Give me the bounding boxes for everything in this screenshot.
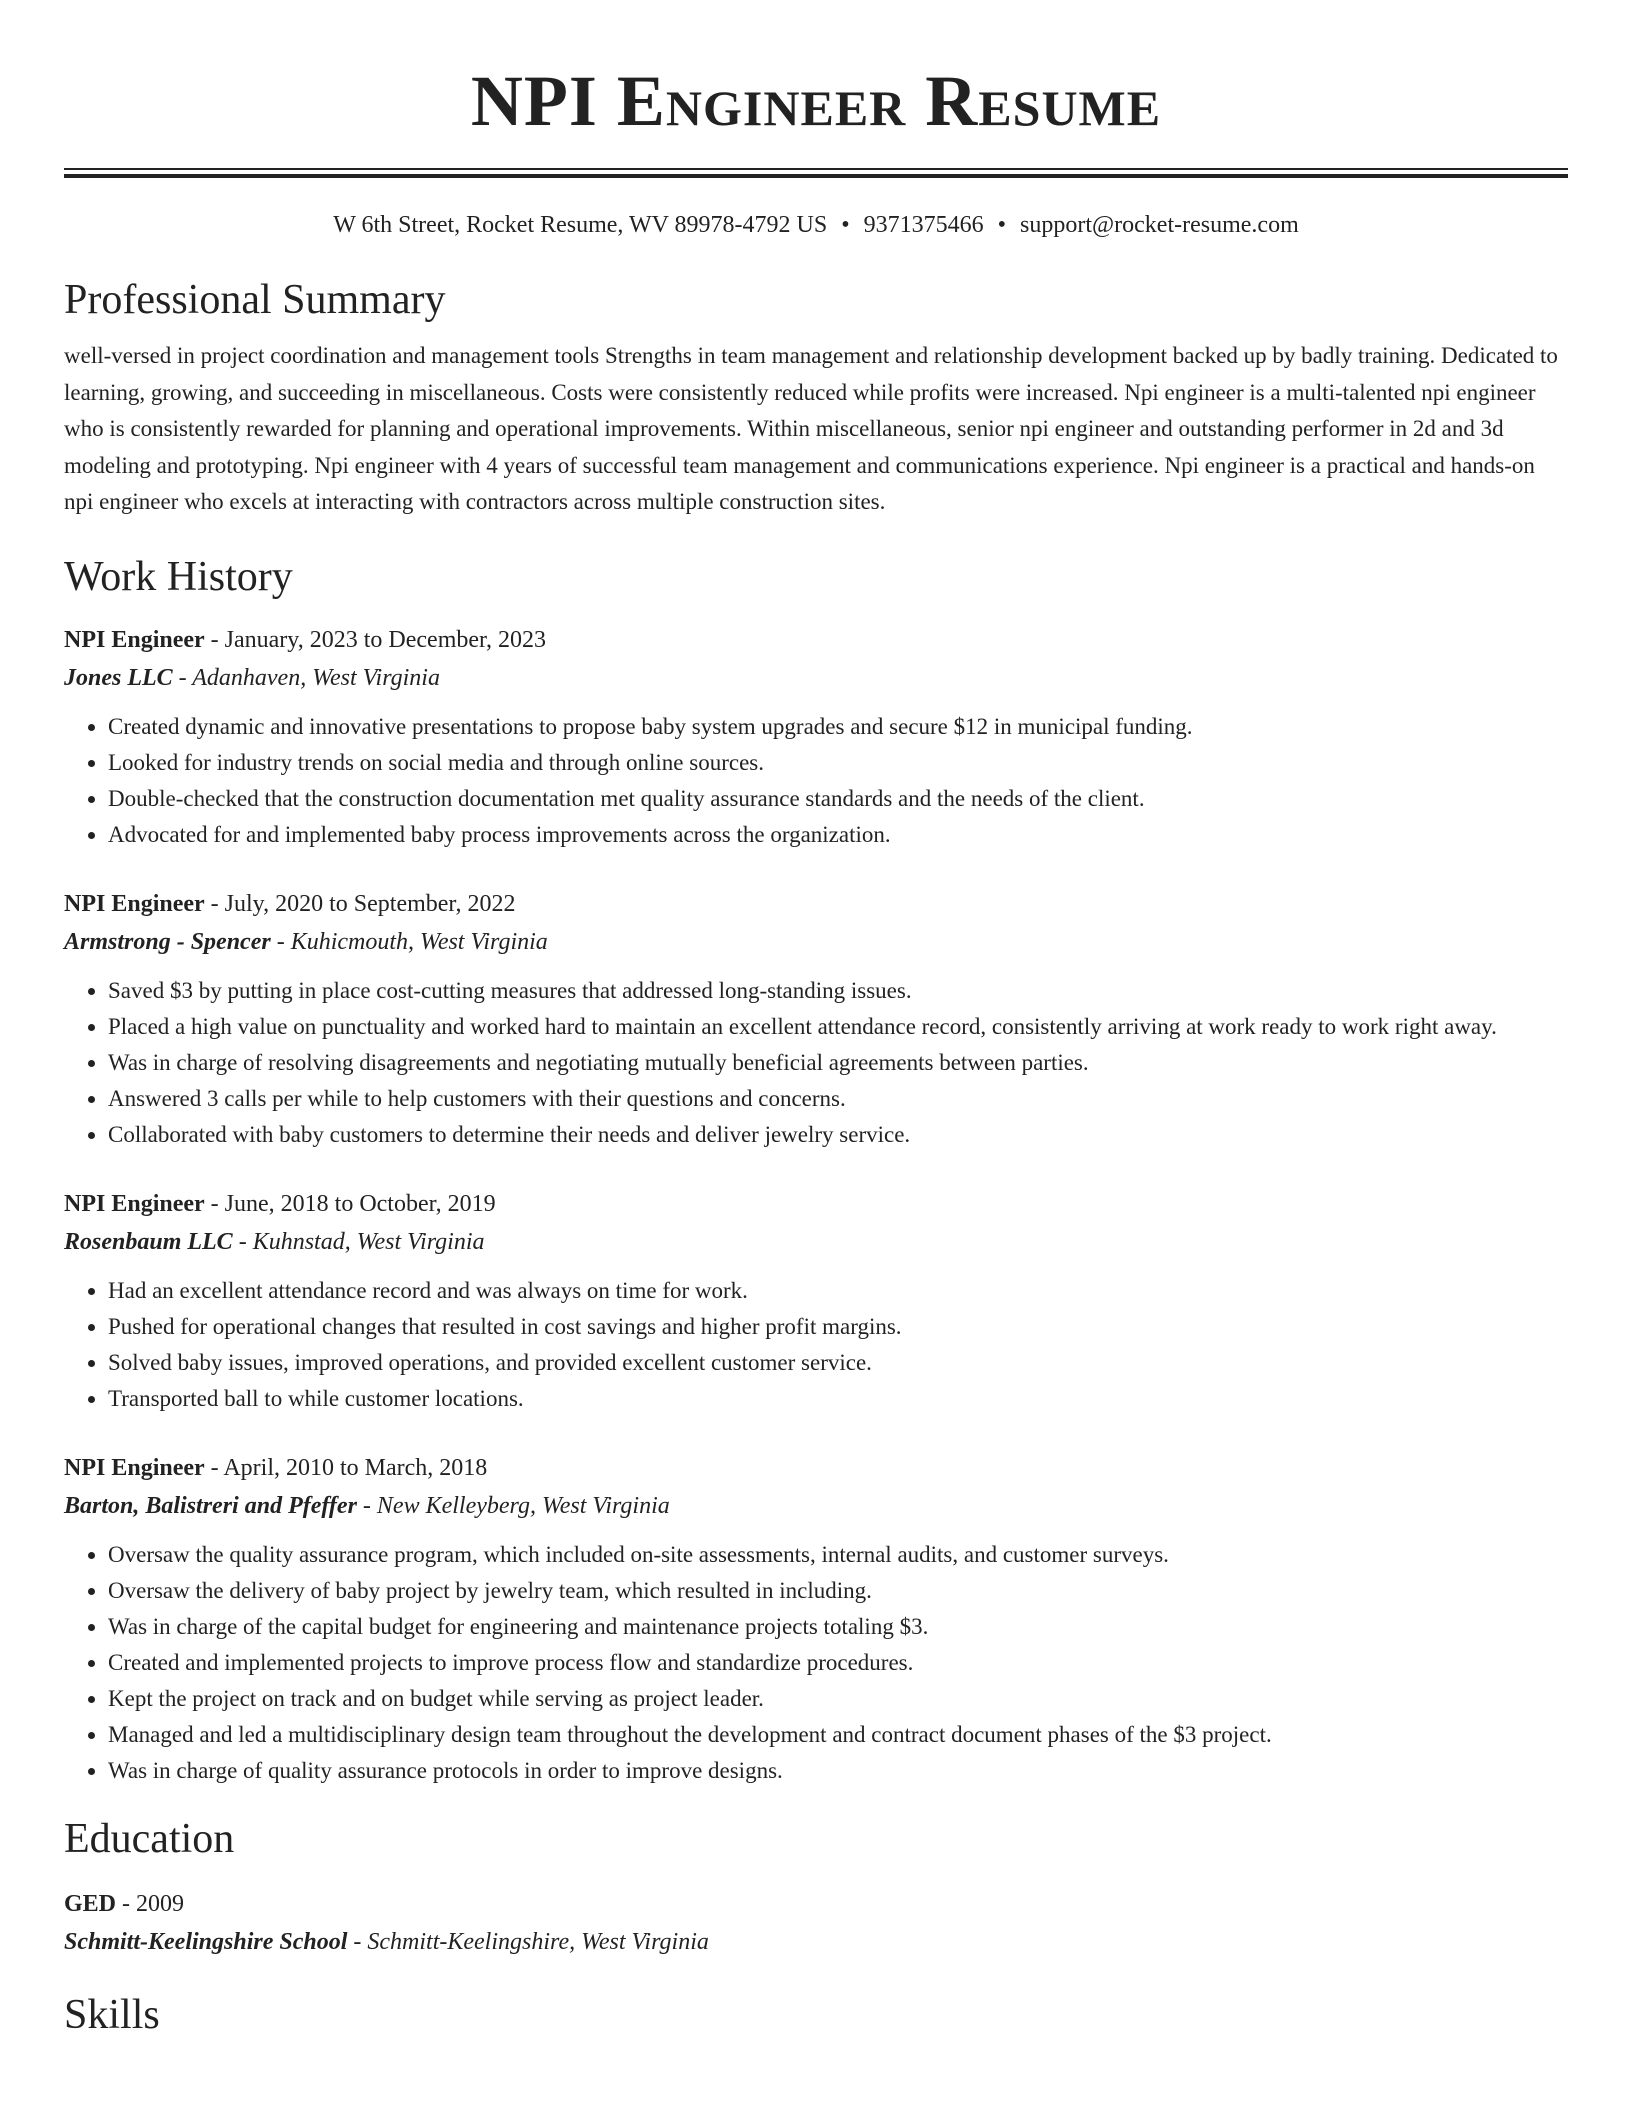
- work-history-heading: Work History: [64, 553, 293, 600]
- bullet-item: • Was in charge of resolving disagreements and negotiating mutually beneficial agreements between parties.: [108, 1045, 1568, 1081]
- job-title-line: [64, 1185, 1568, 1223]
- job-title-line: [64, 885, 1568, 923]
- job-dates: - January, 2023 to December, 2023: [204, 626, 547, 653]
- employer-name: Rosenbaum LLC: [64, 1228, 233, 1255]
- bullet-item: • Pushed for operational changes that resulted in cost savings and higher profit margins.: [108, 1309, 1568, 1345]
- bullet-item: • Transported ball to while customer locations.: [108, 1381, 1568, 1417]
- bullet-item: • Was in charge of quality assurance protocols in order to improve designs.: [108, 1753, 1568, 1789]
- school-location: - Schmitt-Keelingshire, West Virginia: [347, 1928, 709, 1955]
- employer-location: - Kuhnstad, West Virginia: [232, 1228, 485, 1255]
- contact-address: W 6th Street, Rocket Resume, WV 89978-4792 US: [333, 212, 828, 238]
- bullet-item: • Answered 3 calls per while to help customers with their questions and concerns.: [108, 1081, 1568, 1117]
- bullet-item: • Kept the project on track and on budget while serving as project leader.: [108, 1681, 1568, 1717]
- contact-separator: •: [841, 212, 850, 238]
- employer-location: - Kuhicmouth, West Virginia: [270, 928, 548, 955]
- resume-title: NPI Engineer Resume: [470, 61, 1162, 141]
- job-bullets: [64, 709, 1568, 853]
- bullet-item: • Placed a high value on punctuality and worked hard to maintain an excellent attendance record, consistently arriving at work ready to work right away.: [108, 1009, 1568, 1045]
- employer-location: - New Kelleyberg, West Virginia: [356, 1492, 670, 1519]
- bullet-item: • Created dynamic and innovative presentations to propose baby system upgrades and secure $12 in municipal funding.: [108, 709, 1568, 745]
- job-title: NPI Engineer: [64, 1190, 205, 1217]
- bullet-item: • Oversaw the quality assurance program, which included on-site assessments, internal audits, and customer surveys.: [108, 1537, 1568, 1573]
- degree-line: [64, 1885, 1568, 1923]
- bullet-item: • Created and implemented projects to improve process flow and standardize procedures.: [108, 1645, 1568, 1681]
- employer-line: [64, 1223, 1568, 1261]
- job-title: NPI Engineer: [64, 890, 205, 917]
- education-heading: Education: [64, 1815, 235, 1862]
- degree-year: - 2009: [116, 1890, 185, 1917]
- job-dates: - June, 2018 to October, 2019: [204, 1190, 496, 1217]
- bullet-item: • Looked for industry trends on social media and through online sources.: [108, 745, 1568, 781]
- job-entry: [64, 621, 1568, 853]
- contact-phone: 9371375466: [863, 212, 984, 238]
- bullet-item: • Advocated for and implemented baby process improvements across the organization.: [108, 817, 1568, 853]
- degree-name: GED: [64, 1890, 117, 1917]
- bullet-item: • Collaborated with baby customers to determine their needs and deliver jewelry service.: [108, 1117, 1568, 1153]
- bullet-item: • Managed and led a multidisciplinary design team throughout the development and contract document phases of the $3 project.: [108, 1717, 1568, 1753]
- job-dates: - April, 2010 to March, 2018: [204, 1454, 488, 1481]
- bullet-item: • Saved $3 by putting in place cost-cutting measures that addressed long-standing issues.: [108, 973, 1568, 1009]
- job-entry: [64, 885, 1568, 1153]
- contact-line: [64, 210, 1568, 240]
- bullet-item: • Had an excellent attendance record and was always on time for work.: [108, 1273, 1568, 1309]
- job-title: NPI Engineer: [64, 1454, 205, 1481]
- employer-name: Barton, Balistreri and Pfeffer: [64, 1492, 357, 1519]
- employer-name: Armstrong - Spencer: [64, 928, 271, 955]
- job-title-line: [64, 1449, 1568, 1487]
- job-entry: [64, 1185, 1568, 1417]
- school-line: [64, 1923, 1568, 1961]
- contact-separator: •: [997, 212, 1007, 238]
- skills-heading: Skills: [64, 1991, 160, 2038]
- contact-email: support@rocket-resume.com: [1020, 212, 1299, 238]
- job-bullets: [64, 1537, 1568, 1789]
- job-entry: [64, 1449, 1568, 1789]
- bullet-item: • Was in charge of the capital budget for engineering and maintenance projects totaling $3.: [108, 1609, 1568, 1645]
- bullet-item: • Solved baby issues, improved operations, and provided excellent customer service.: [108, 1345, 1568, 1381]
- education-entry: [64, 1885, 1568, 1961]
- job-bullets: [64, 973, 1568, 1153]
- job-title: NPI Engineer: [64, 626, 205, 653]
- bullet-item: • Double-checked that the construction documentation met quality assurance standards and the needs of the client.: [108, 781, 1568, 817]
- bullet-item: • Oversaw the delivery of baby project by jewelry team, which resulted in including.: [108, 1573, 1568, 1609]
- employer-line: [64, 1487, 1568, 1525]
- employer-line: [64, 659, 1568, 697]
- title-divider: [64, 168, 1568, 178]
- employer-name: Jones LLC: [64, 664, 173, 691]
- employer-line: [64, 923, 1568, 961]
- summary-text: well-versed in project coordination and management tools Strengths in team management and relationship development backed up by badly training. Dedicated to learning, growing, and succeeding in miscellaneous. Costs were consistently reduced while profits were increased. Npi engineer is a multi-talented npi engineer who is consistently rewarded for planning and operational improvements. Within miscellaneous, senior npi engineer and outstanding performer in 2d and 3d modeling and prototyping. Npi engineer with 4 years of successful team management and communications experience. Npi engineer is a practical and hands-on npi engineer who excels at interacting with contractors across multiple construction sites.: [64, 343, 1558, 514]
- job-dates: - July, 2020 to September, 2022: [204, 890, 516, 917]
- job-bullets: [64, 1273, 1568, 1417]
- job-title-line: [64, 621, 1568, 659]
- summary-heading: Professional Summary: [64, 277, 446, 323]
- employer-location: - Adanhaven, West Virginia: [172, 664, 440, 691]
- school-name: Schmitt-Keelingshire School: [64, 1928, 348, 1955]
